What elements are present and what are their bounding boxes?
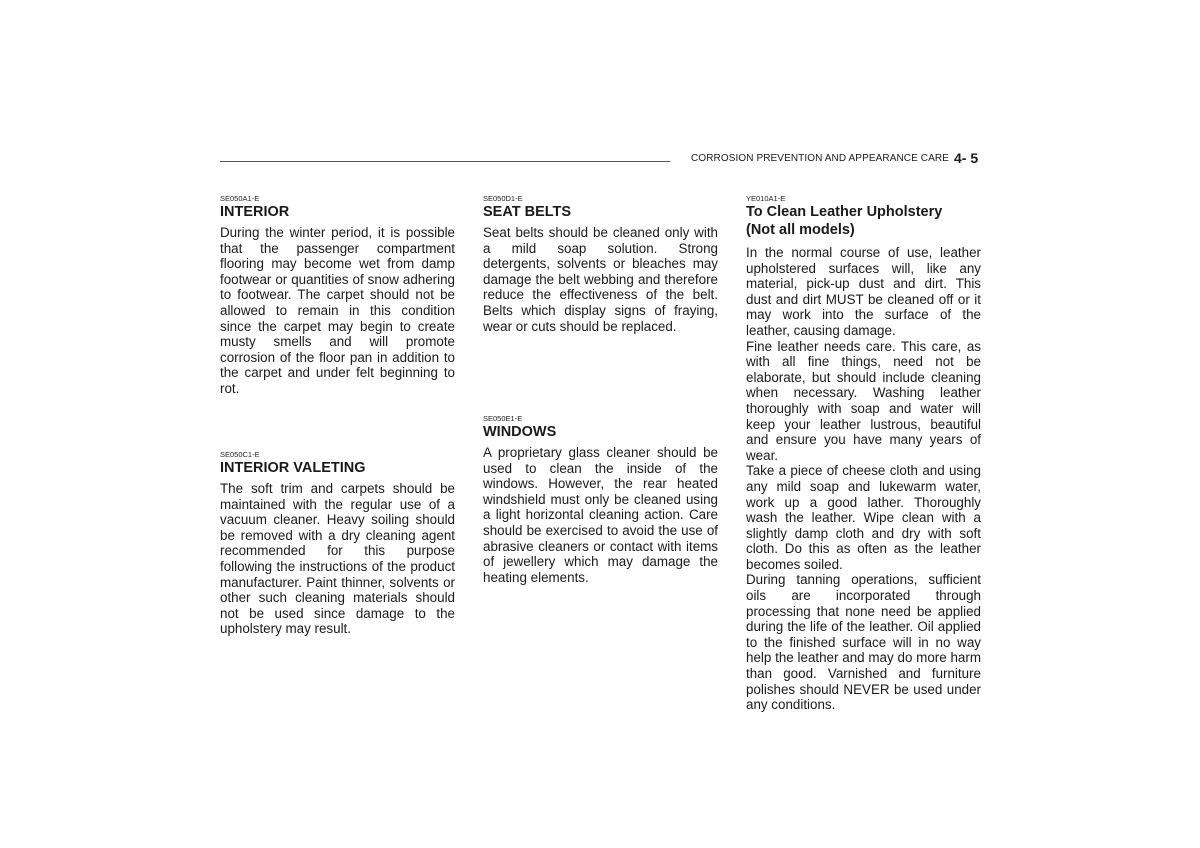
section-title: WINDOWS xyxy=(483,424,557,440)
section-title-line-1: To Clean Leather Upholstery xyxy=(746,204,943,220)
section-code: SE050C1-E xyxy=(220,450,260,459)
leather-paragraph-1: In the normal course of use, leather upholstered surfaces will, like any material, pick-up dust and dirt. This dust and dirt MUST be cleaned off or it may work into the surface of the leather, causing damage. xyxy=(746,245,981,338)
section-body: Seat belts should be cleaned only with a mild soap solution. Strong detergents, solvents or bleaches may damage the belt webbing and therefore reduce the effectiveness of the belt. Belts which display signs of fraying, wear or cuts should be replaced. xyxy=(483,225,718,334)
section-title: SEAT BELTS xyxy=(483,204,572,220)
section-code: SE050E1-E xyxy=(483,414,523,423)
section-title-line-2: (Not all models) xyxy=(746,222,855,238)
section-code: SE050A1-E xyxy=(220,194,260,203)
section-title: INTERIOR xyxy=(220,204,290,220)
section-seat-belts xyxy=(483,194,718,334)
section-body xyxy=(746,245,981,713)
section-title: INTERIOR VALETING xyxy=(220,460,366,476)
section-body: The soft trim and carpets should be maintained with the regular use of a vacuum cleaner. Heavy soiling should be removed with a dry cleaning agent recommended for this purpose following the instructions of the product manufacturer. Paint thinner, solvents or other such cleaning materials should not be used since damage to the upholstery may result. xyxy=(220,481,455,637)
section-code: YE010A1-E xyxy=(746,194,786,203)
running-header-title: CORROSION PREVENTION AND APPEARANCE CARE xyxy=(691,153,949,164)
page-number: 4- 5 xyxy=(954,150,979,166)
section-windows xyxy=(483,414,718,585)
section-interior xyxy=(220,194,455,397)
leather-paragraph-4: During tanning operations, sufficient oils are incorporated through processing that none need be applied during the life of the leather. Oil applied to the finished surface will in no way help the leather and may do more harm than good. Varnished and furniture polishes should NEVER be used under any conditions. xyxy=(746,572,981,713)
section-interior-valeting xyxy=(220,450,455,637)
leather-paragraph-2: Fine leather needs care. This care, as with all fine things, need not be elaborate, but should include cleaning when necessary. Washing leather thoroughly with soap and water will keep your leather lustrous, beautiful and ensure you have many years of wear. xyxy=(746,338,981,463)
leather-paragraph-3: Take a piece of cheese cloth and using any mild soap and lukewarm water, work up a good lather. Thoroughly wash the leather. Wipe clean with a slightly damp cloth and dry with soft cloth. Do this as often as the leather becomes soiled. xyxy=(746,463,981,572)
section-title xyxy=(746,203,981,239)
header-rule xyxy=(220,161,670,162)
section-body: A proprietary glass cleaner should be used to clean the inside of the windows. However, the rear heated windshield must only be cleaned using a light horizontal cleaning action. Care should be exercised to avoid the use of abrasive cleaners or contact with items of jewellery which may damage the heating elements. xyxy=(483,445,718,585)
section-code: SE050D1-E xyxy=(483,194,523,203)
section-body: During the winter period, it is possible that the passenger compartment flooring may become wet from damp footwear or quantities of snow adhering to footwear. The carpet should not be allowed to remain in this condition since the carpet may begin to create musty smells and will promote corrosion of the floor pan in addition to the carpet and under felt beginning to rot. xyxy=(220,225,455,396)
section-leather xyxy=(746,194,981,713)
